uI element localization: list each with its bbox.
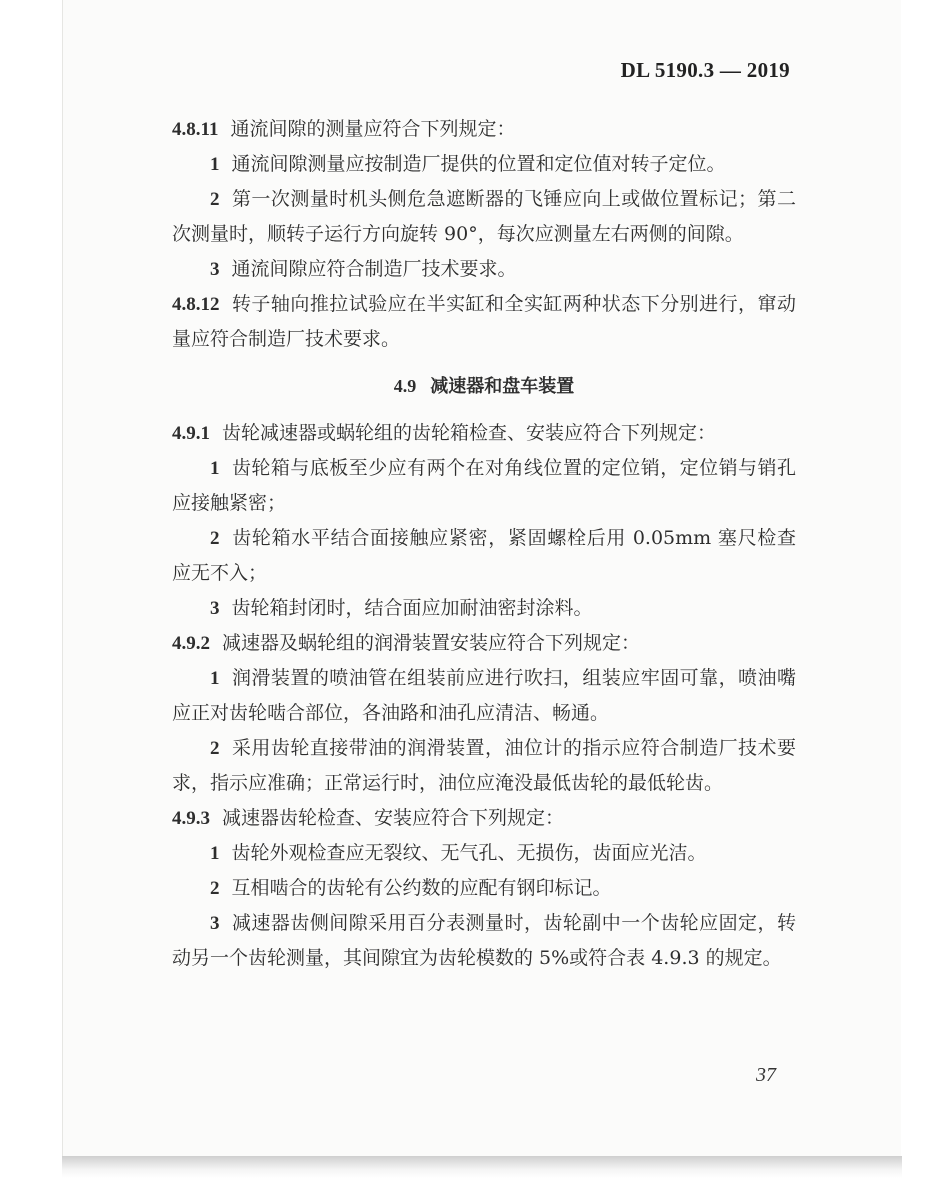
clause-4-9-2 (172, 626, 796, 661)
list-item (172, 591, 796, 626)
item-text: 第一次测量时机头侧危急遮断器的飞锤应向上或做位置标记；第二次测量时，顺转子运行方向旋转 90°，每次应测量左右两侧的间隙。 (172, 188, 796, 245)
item-text: 采用齿轮直接带油的润滑装置，油位计的指示应符合制造厂技术要求，指示应准确；正常运行时，油位应淹没最低齿轮的最低轮齿。 (172, 737, 796, 794)
section-number: 4.9 (393, 376, 417, 396)
clause-number: 4.9.1 (172, 423, 210, 444)
clause-text: 齿轮减速器或蜗轮组的齿轮箱检查、安装应符合下列规定： (222, 422, 717, 444)
clause-number: 4.9.2 (172, 633, 210, 654)
list-item (172, 836, 796, 871)
item-text: 互相啮合的齿轮有公约数的应配有钢印标记。 (231, 877, 612, 899)
item-number: 2 (210, 189, 220, 210)
clause-number: 4.8.12 (172, 294, 220, 315)
item-text: 通流间隙应符合制造厂技术要求。 (231, 258, 517, 280)
item-text: 齿轮外观检查应无裂纹、无气孔、无损伤，齿面应光洁。 (231, 842, 707, 864)
clause-4-8-11 (172, 112, 796, 147)
item-text: 齿轮箱与底板至少应有两个在对角线位置的定位销，定位销与销孔应接触紧密； (172, 457, 796, 514)
section-title: 减速器和盘车装置 (430, 376, 575, 397)
list-item (172, 871, 796, 906)
clause-number: 4.8.11 (172, 119, 219, 140)
item-number: 1 (210, 843, 220, 864)
page-number: 37 (756, 1064, 776, 1086)
section-heading (172, 369, 796, 404)
item-text: 减速器齿侧间隙采用百分表测量时，齿轮副中一个齿轮应固定，转动另一个齿轮测量，其间隙宜为齿轮模数的 5%或符合表 4.9.3 的规定。 (172, 912, 796, 969)
list-item (172, 451, 796, 521)
item-number: 2 (210, 878, 220, 899)
clause-4-9-3 (172, 801, 796, 836)
item-number: 3 (210, 259, 220, 280)
clause-text: 减速器及蜗轮组的润滑装置安装应符合下列规定： (222, 632, 641, 654)
list-item (172, 521, 796, 591)
item-text: 齿轮箱封闭时，结合面应加耐油密封涂料。 (231, 597, 593, 619)
standard-code: DL 5190.3 — 2019 (620, 58, 790, 82)
list-item (172, 147, 796, 182)
item-number: 1 (210, 668, 220, 689)
item-text: 通流间隙测量应按制造厂提供的位置和定位值对转子定位。 (231, 153, 726, 175)
list-item (172, 661, 796, 731)
clause-4-9-1 (172, 416, 796, 451)
item-text: 齿轮箱水平结合面接触应紧密，紧固螺栓后用 0.05mm 塞尺检查应无不入； (172, 527, 796, 584)
page-content (172, 112, 796, 976)
clause-text: 转子轴向推拉试验应在半实缸和全实缸两种状态下分别进行，窜动量应符合制造厂技术要求。 (172, 293, 796, 350)
item-number: 2 (210, 738, 220, 759)
item-number: 1 (210, 458, 220, 479)
list-item (172, 731, 796, 801)
clause-4-8-12 (172, 287, 796, 357)
item-number: 2 (210, 528, 220, 549)
item-number: 1 (210, 154, 220, 175)
clause-number: 4.9.3 (172, 808, 210, 829)
item-number: 3 (210, 598, 220, 619)
item-number: 3 (210, 913, 220, 934)
page-bottom-edge (62, 1156, 902, 1178)
clause-text: 减速器齿轮检查、安装应符合下列规定： (222, 807, 565, 829)
item-text: 润滑装置的喷油管在组装前应进行吹扫，组装应牢固可靠，喷油嘴应正对齿轮啮合部位，各油路和油孔应清洁、畅通。 (172, 667, 796, 724)
list-item (172, 906, 796, 976)
clause-text: 通流间隙的测量应符合下列规定： (230, 118, 516, 140)
list-item (172, 182, 796, 252)
list-item (172, 252, 796, 287)
